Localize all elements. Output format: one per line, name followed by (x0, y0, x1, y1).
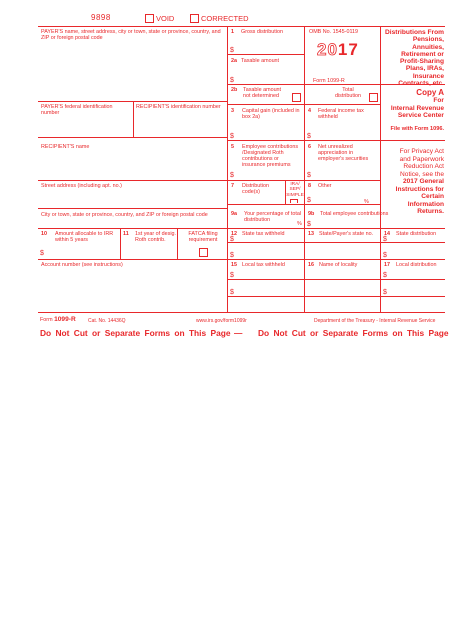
privacy-line: Reduction Act (403, 163, 444, 170)
privacy-line: Notice, see the (400, 170, 444, 178)
recipient-id-label: RECIPIENT'S identification number (136, 104, 221, 110)
box13-number: 13 (308, 231, 314, 237)
tax-year-suffix: 17 (337, 40, 359, 59)
form-bottom-border (38, 312, 445, 313)
form-code: 9898 (91, 13, 111, 22)
box9b-number: 9b (308, 211, 315, 217)
box17-dollar-1: $ (383, 272, 387, 279)
box2b-number: 2b (231, 87, 238, 93)
box7-label: Distribution code(s) (242, 183, 269, 195)
title-line: Contracts, etc. (398, 80, 444, 88)
box14-label: State distribution (396, 231, 437, 237)
box9a-number: 9a (231, 211, 237, 217)
divider-left-column (227, 26, 228, 313)
box9b-dollar: $ (307, 221, 311, 228)
box8-number: 8 (308, 183, 311, 189)
fatca-checkbox[interactable] (199, 248, 208, 257)
line-copy-bottom (380, 140, 445, 141)
box2a-number: 2a (231, 58, 237, 64)
box7-number: 7 (231, 183, 234, 189)
copy-for: For (433, 97, 444, 104)
omb-number: OMB No. 1545-0119 (309, 29, 359, 35)
title-line: Retirement or (401, 50, 444, 58)
line-box1-bottom (227, 54, 304, 55)
line-box2b-bottom (227, 104, 380, 105)
box1-dollar: $ (230, 47, 234, 54)
box9a-percent: % (297, 221, 302, 227)
privacy-line: Instructions for (395, 185, 444, 193)
divider-mid-column (304, 26, 305, 313)
line-box9-bottom (227, 228, 445, 229)
line-name-bottom (38, 180, 227, 181)
total-distribution-checkbox[interactable] (369, 93, 378, 102)
box2a-label: Taxable amount (241, 58, 280, 64)
ira-sep-simple-checkbox[interactable] (290, 199, 298, 203)
title-line: Pensions, Annuities, (412, 36, 444, 51)
box17-number: 17 (384, 262, 390, 268)
box14-dollar-1: $ (383, 236, 387, 243)
box6-label: Net unrealized appreciation in employer's securities (318, 144, 369, 162)
box4-dollar: $ (307, 133, 311, 140)
box6-dollar: $ (307, 172, 311, 179)
total-distribution-label: Total distribution (334, 87, 362, 99)
divider-box10-11 (120, 228, 121, 259)
divider-id-column (133, 101, 134, 137)
form-title (382, 29, 444, 87)
box2b-checkbox[interactable] (292, 93, 301, 102)
box15-dollar-2: $ (230, 289, 234, 296)
copy-line2: Service Center (397, 112, 444, 119)
line-box10-bottom (38, 259, 227, 260)
footer-form-prefix: Form (40, 317, 53, 323)
box3-dollar: $ (230, 133, 234, 140)
divider-right-column (380, 26, 381, 313)
box17-label: Local distribution (396, 262, 437, 268)
footer-form-name: 1099-R (54, 316, 76, 323)
void-label: VOID (156, 14, 175, 23)
copy-file-with: File with Form 1096. (390, 125, 444, 132)
copy-line1: Internal Revenue (390, 104, 444, 112)
footer-form-ref (40, 317, 76, 323)
box16-number: 16 (308, 262, 314, 268)
city-label: City or town, state or province, country, and ZIP or foreign postal code (41, 212, 208, 218)
box8-label: Other (318, 183, 332, 189)
box15-dollar-1: $ (230, 272, 234, 279)
street-label: Street address (including apt. no.) (41, 183, 122, 189)
box5-number: 5 (231, 144, 234, 150)
recipient-name-label: RECIPIENT'S name (41, 144, 90, 150)
box15-number: 15 (231, 262, 237, 268)
account-number-label: Account number (see instructions) (41, 262, 123, 268)
line-box12-bottom (227, 259, 445, 260)
fatca-label: FATCA filing requirement (188, 231, 218, 243)
privacy-line: Returns. (417, 208, 444, 215)
box1-label: Gross distribution (241, 29, 283, 35)
footer-cat-no: Cat. No. 14436Q (88, 318, 126, 324)
privacy-line: Certain (421, 193, 444, 200)
do-not-cut-dash: — (234, 328, 243, 338)
box1-number: 1 (231, 29, 234, 35)
divider-box11-fatca (177, 228, 178, 259)
omb-form-label: Form 1099-R (313, 78, 345, 84)
box14-number: 14 (384, 231, 390, 237)
box8-percent: % (364, 199, 369, 205)
title-line: Insurance (412, 72, 444, 80)
corrected-checkbox[interactable] (190, 14, 199, 23)
line-city-bottom (38, 228, 227, 229)
box3-label: Capital gain (included in box 2a) (242, 108, 300, 120)
line-box3-bottom (227, 140, 380, 141)
line-box2a-bottom (227, 84, 380, 85)
box12-dollar-2: $ (230, 252, 234, 259)
payer-fed-id-label: PAYER'S federal identification number (41, 104, 113, 116)
privacy-line: and Paperwork (399, 155, 444, 163)
privacy-line: Information (407, 200, 444, 208)
box4-label: Federal income tax withheld (318, 108, 364, 120)
box10-dollar: $ (40, 250, 44, 257)
box12-dollar-1: $ (230, 236, 234, 243)
privacy-line: For Privacy Act (399, 148, 444, 155)
box11-number: 11 (123, 231, 129, 237)
title-line: Distributions From (385, 29, 444, 36)
line-box15-bottom (227, 296, 445, 297)
do-not-cut-left: Do Not Cut or Separate Forms on This Page (40, 328, 231, 338)
copy-section (382, 88, 444, 132)
box15-label: Local tax withheld (242, 262, 285, 268)
box2a-dollar: $ (230, 77, 234, 84)
privacy-notice (382, 148, 444, 216)
line-box7-bottom (227, 204, 380, 205)
do-not-cut-right: Do Not Cut or Separate Forms on This Page (258, 328, 449, 338)
box2b-label: Taxable amount not determined (243, 87, 282, 99)
box10-label: Amount allocable to IRR within 5 years (55, 231, 114, 243)
copy-title: Copy A (416, 88, 444, 97)
payer-name-label: PAYER'S name, street address, city or town, state or province, country, and ZIP or foreign postal code (41, 29, 221, 41)
line-street-bottom (38, 208, 227, 209)
box5-label: Employee contributions /Designated Roth contributions or insurance premiums (242, 144, 299, 168)
box6-number: 6 (308, 144, 311, 150)
line-id-bottom (38, 137, 227, 138)
title-line: Plans, IRAs, (405, 65, 444, 73)
line-box15-mid (227, 279, 445, 280)
box17-dollar-2: $ (383, 289, 387, 296)
box5-dollar: $ (230, 172, 234, 179)
box9a-label: Your percentage of total distribution (244, 211, 302, 223)
box16-label: Name of locality (319, 262, 358, 268)
footer-url[interactable]: www.irs.gov/form1099r (196, 318, 247, 324)
line-payer-bottom (38, 101, 227, 102)
corrected-label: CORRECTED (201, 14, 249, 23)
box11-label: 1st year of desig. Roth contrib. (135, 231, 177, 243)
box9b-label: Total employee contributions (320, 211, 389, 217)
tax-year (317, 41, 359, 58)
box8-dollar: $ (307, 197, 311, 204)
box12-label: State tax withheld (242, 231, 285, 237)
void-checkbox[interactable] (145, 14, 154, 23)
ira-sep-simple-label: IRA/ SEP/ SIMPLE (286, 182, 304, 198)
footer-department: Department of the Treasury - Internal Revenue Service (314, 318, 436, 324)
payer-name-field[interactable] (38, 42, 227, 100)
privacy-line: 2017 General (402, 178, 444, 185)
box4-number: 4 (308, 108, 311, 114)
tax-year-prefix: 20 (317, 40, 338, 59)
box14-dollar-2: $ (383, 252, 387, 259)
box10-number: 10 (41, 231, 47, 237)
line-box5-bottom (227, 180, 380, 181)
form-top-border (38, 26, 445, 27)
box3-number: 3 (231, 108, 234, 114)
box12-number: 12 (231, 231, 237, 237)
title-line: Profit-Sharing (400, 58, 444, 66)
box13-label: State/Payer's state no. (319, 231, 374, 237)
line-box12-mid (227, 242, 445, 243)
